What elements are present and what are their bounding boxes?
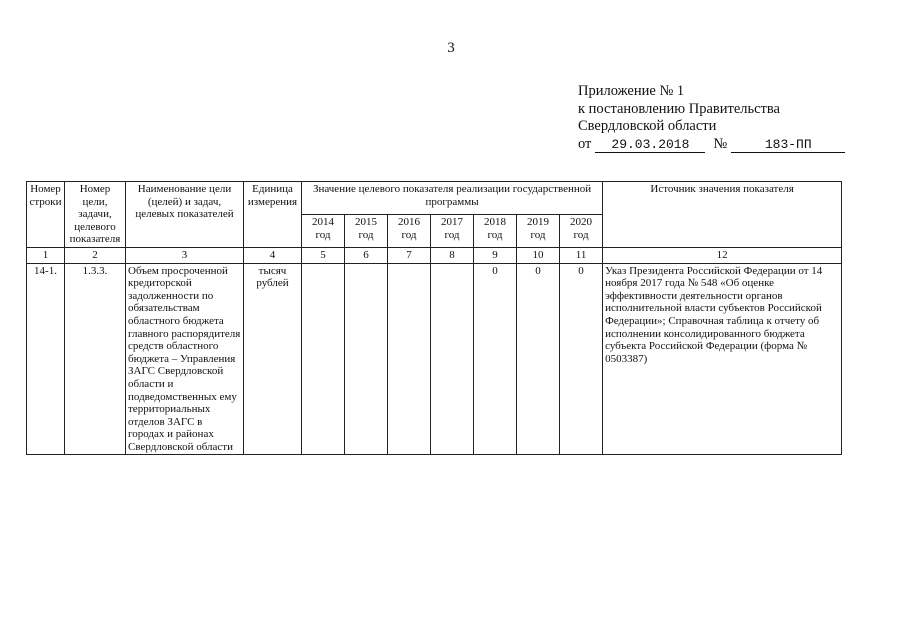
decree-date: 29.03.2018 — [595, 137, 705, 153]
column-number: 6 — [345, 247, 388, 263]
appendix-title: Приложение № 1 — [578, 83, 685, 99]
header-year: 2019 год — [517, 214, 560, 247]
header-source: Источник значения показателя — [603, 182, 842, 248]
column-number: 7 — [388, 247, 431, 263]
decree-date-prefix: от — [578, 135, 592, 152]
value-2015-cell — [345, 263, 388, 455]
column-number: 3 — [126, 247, 244, 263]
source-cell: Указ Президента Российской Федерации от 14 ноября 2017 года № 548 «Об оценке эффективности деятельности органов исполнительной власти субъектов Российской Федерации»; Справочная таблица к отчету об исполнении консолидированного бюджета субъекта Российской Федерации (форма № 0503387) — [603, 263, 842, 455]
decree-number: 183-ПП — [731, 137, 845, 153]
indicator-name-cell: Объем просроченной кредиторской задолженности по обязательствам областного бюджета главного распорядителя средств областного бюджета – Управления ЗАГС Свердловской области и подведомственных ему территориальных отделов ЗАГС в городах и районах Свердловской области — [126, 263, 244, 455]
column-number: 8 — [431, 247, 474, 263]
header-name: Наименование цели (целей) и задач, целевых показателей — [126, 182, 244, 248]
value-2014-cell — [302, 263, 345, 455]
table-row — [27, 263, 842, 455]
header-year: 2018 год — [474, 214, 517, 247]
column-number: 12 — [603, 247, 842, 263]
column-number: 4 — [244, 247, 302, 263]
value-2018-cell: 0 — [474, 263, 517, 455]
header-row — [27, 182, 842, 215]
appendix-header — [578, 83, 868, 153]
decree-date-number — [578, 136, 868, 154]
value-2019-cell: 0 — [517, 263, 560, 455]
header-year: 2014 год — [302, 214, 345, 247]
value-2020-cell: 0 — [560, 263, 603, 455]
header-year: 2015 год — [345, 214, 388, 247]
column-number: 5 — [302, 247, 345, 263]
header-year: 2016 год — [388, 214, 431, 247]
appendix-line-2: к постановлению Правительства — [578, 100, 780, 117]
header-unit: Единица измерения — [244, 182, 302, 248]
column-number: 11 — [560, 247, 603, 263]
column-number: 2 — [65, 247, 126, 263]
column-number: 9 — [474, 247, 517, 263]
page-number: 3 — [447, 40, 455, 56]
header-goal-number: Номер цели, задачи, целевого показателя — [65, 182, 126, 248]
decree-number-prefix: № — [713, 135, 728, 152]
indicators-table — [26, 181, 842, 455]
appendix-line-3: Свердловской области — [578, 118, 717, 134]
header-row-number: Номер строки — [27, 182, 65, 248]
header-year: 2017 год — [431, 214, 474, 247]
column-number: 10 — [517, 247, 560, 263]
unit-cell: тысяч рублей — [244, 263, 302, 455]
goal-number-cell: 1.3.3. — [65, 263, 126, 455]
value-2017-cell — [431, 263, 474, 455]
header-values-group: Значение целевого показателя реализации государственной программы — [302, 182, 603, 215]
row-number-cell: 14-1. — [27, 263, 65, 455]
value-2016-cell — [388, 263, 431, 455]
column-numbers-row — [27, 247, 842, 263]
column-number: 1 — [27, 247, 65, 263]
header-year: 2020 год — [560, 214, 603, 247]
